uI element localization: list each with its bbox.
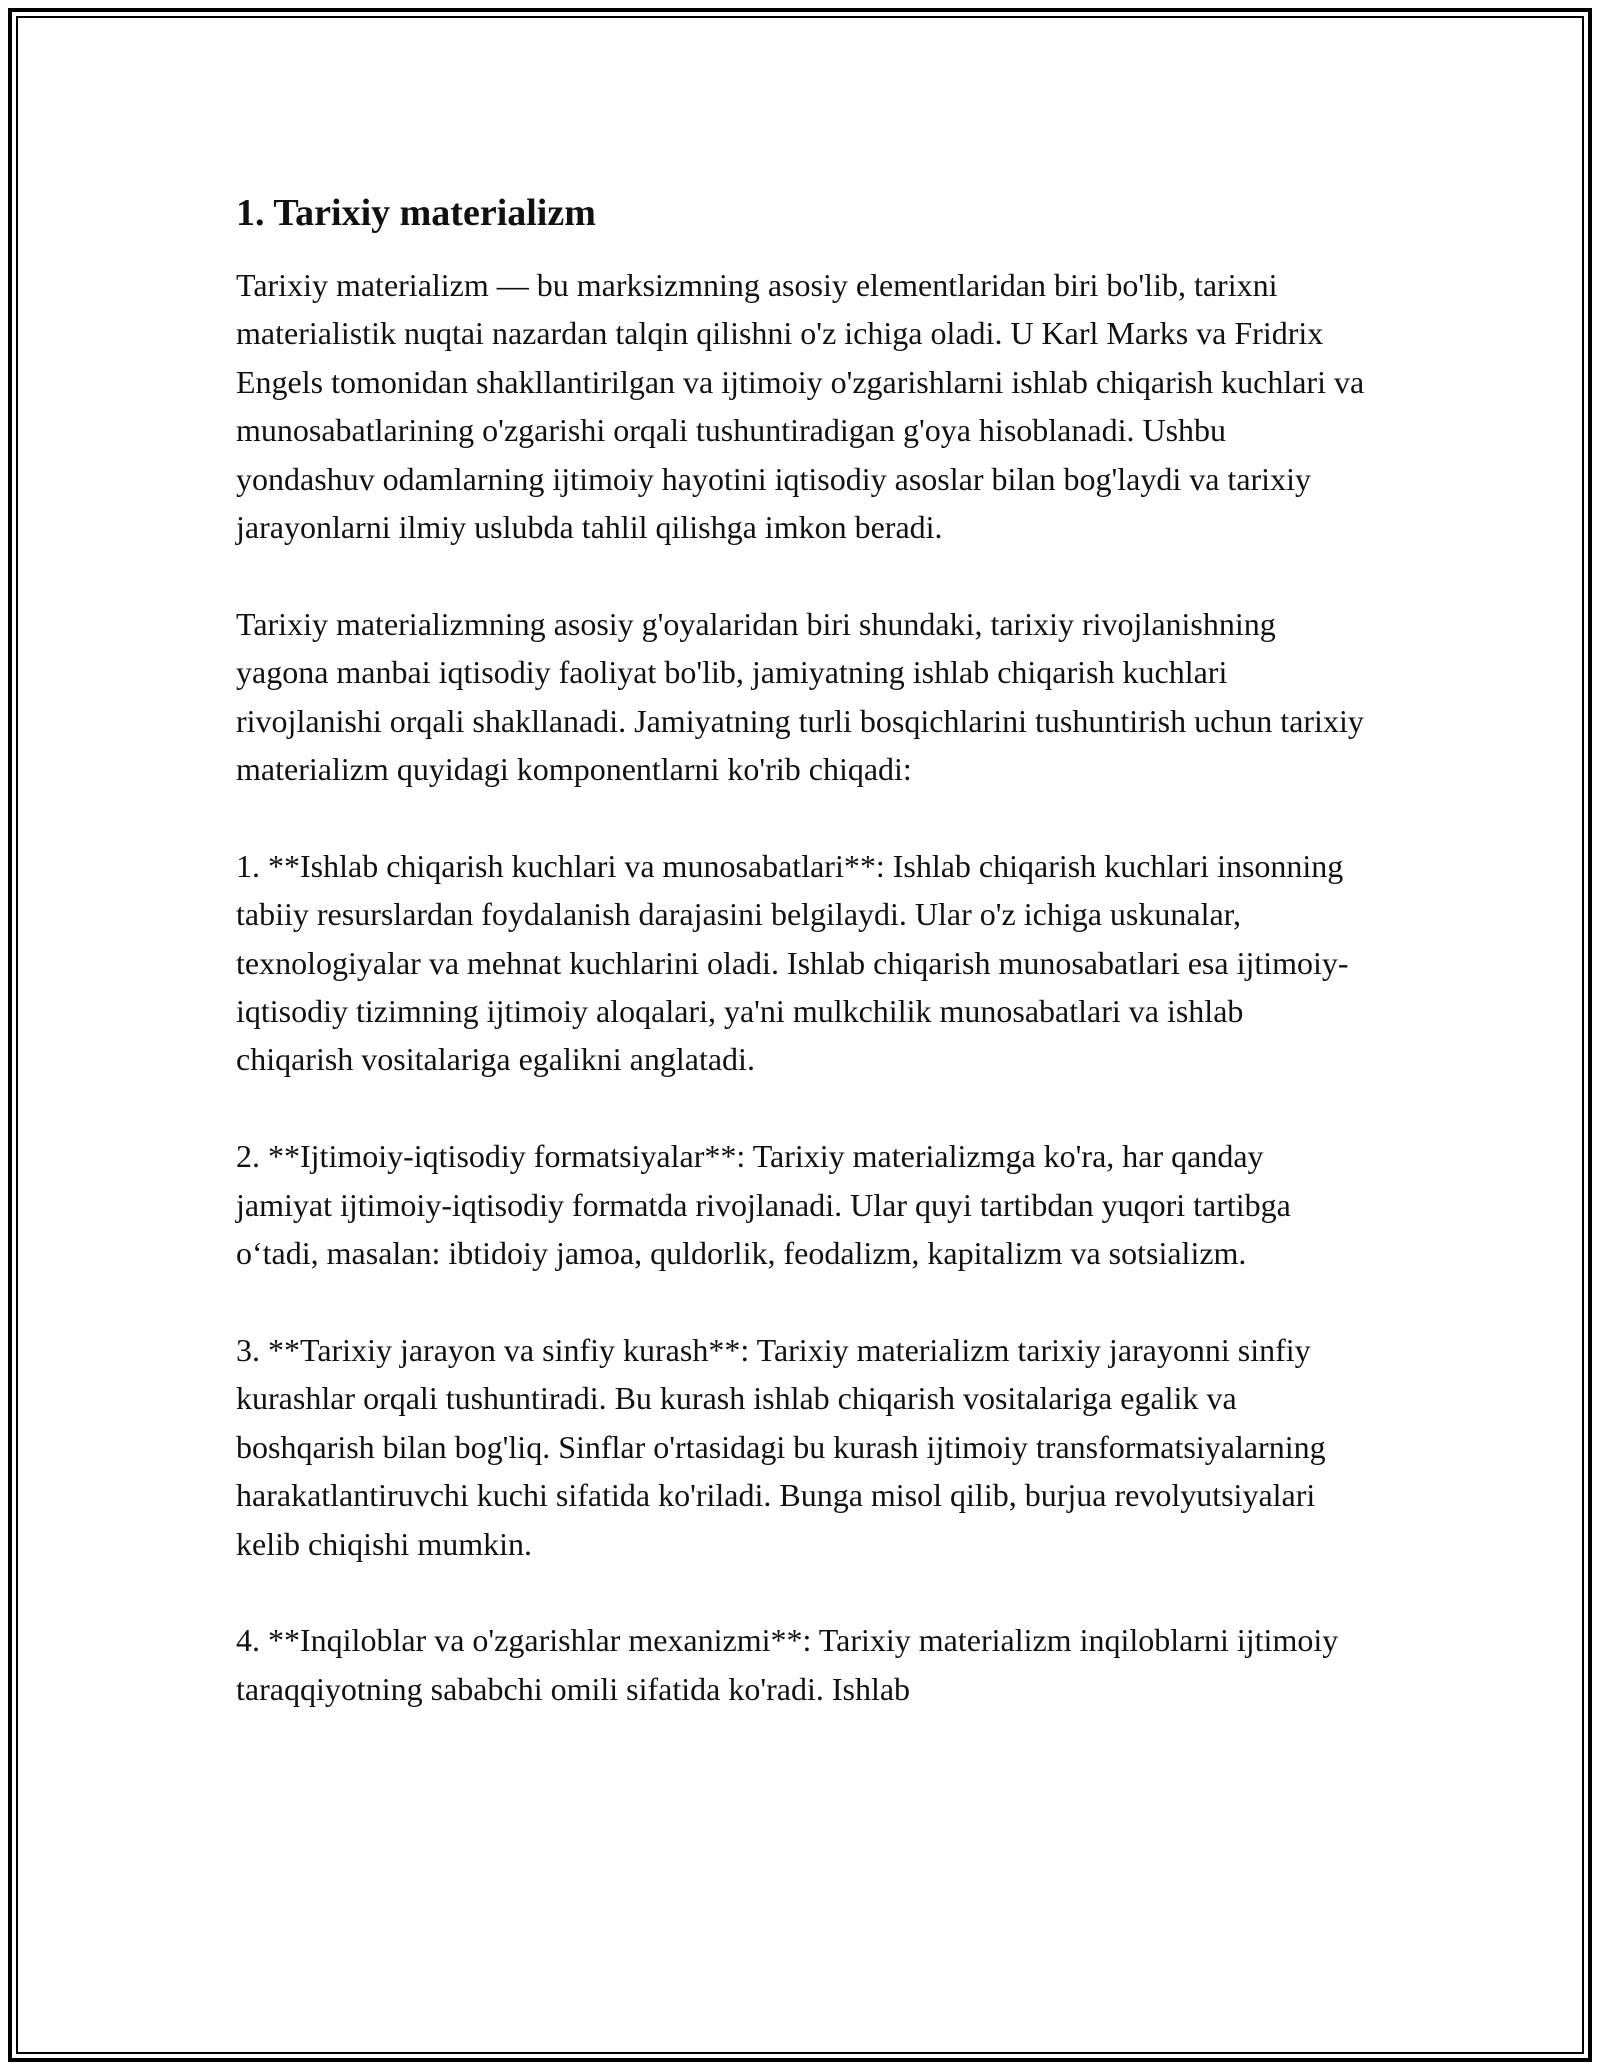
section-heading: 1. Tarixiy materializm — [236, 192, 596, 234]
list-item-productive-forces: 1. **Ishlab chiqarish kuchlari va munosabatlari**: Ishlab chiqarish kuchlari insonning tabiiy resurslardan foydalanish darajasini belgilaydi. Ular o'z ichiga uskunalar, texnologiyalar va mehnat kuchlarini oladi. Ishlab chiqarish munosabatlari esa ijtimoiy-iqtisodiy tizimning ijtimoiy aloqalari, ya'ni mulkchilik munosabatlari va ishlab chiqarish vositalariga egalikni anglatadi. — [236, 847, 1349, 1078]
list-item-class-struggle: 3. **Tarixiy jarayon va sinfiy kurash**: Tarixiy materializm tarixiy jarayonni sinfiy kurashlar orqali tushuntiradi. Bu kurash ishlab chiqarish vositalariga egalik va boshqarish bilan bog'liq. Sinflar o'rtasidagi bu kurash ijtimoiy transformatsiyalarning harakatlantiruvchi kuchi sifatida ko'riladi. Bunga misol qilib, burjua revolyutsiyalari kelib chiqishi mumkin. — [236, 1331, 1326, 1562]
intro-paragraph: Tarixiy materializm — bu marksizmning asosiy elementlaridan biri bo'lib, tarixni materialistik nuqtai nazardan talqin qilishni o'z ichiga oladi. U Karl Marks va Fridrix Engels tomonidan shakllantirilgan va ijtimoiy o'zgarishlarni ishlab chiqarish kuchlari va munosabatlarining o'zgarishi orqali tushuntiradigan g'oya hisoblanadi. Ushbu yondashuv odamlarning ijtimoiy hayotini iqtisodiy asoslar bilan bog'laydi va tarixiy jarayonlarni ilmiy uslubda tahlil qilishga imkon beradi. — [236, 267, 1365, 546]
list-item-socioeconomic-formations: 2. **Ijtimoiy-iqtisodiy formatsiyalar**: Tarixiy materializmga ko'ra, har qanday jamiyat ijtimoiy-iqtisodiy formatda rivojlanadi. Ular quyi tartibdan yuqori tartibga oʻtadi, masalan: ibtidoiy jamoa, quldorlik, feodalizm, kapitalizm va sotsializm. — [236, 1138, 1291, 1272]
core-idea-paragraph: Tarixiy materializmning asosiy g'oyalaridan biri shundaki, tarixiy rivojlanishning yagona manbai iqtisodiy faoliyat bo'lib, jamiyatning ishlab chiqarish kuchlari rivojlanishi orqali shakllanadi. Jamiyatning turli bosqichlarini tushuntirish uchun tarixiy materializm quyidagi komponentlarni ko'rib chiqadi: — [236, 605, 1364, 788]
list-item-revolutions: 4. **Inqiloblar va o'zgarishlar mexanizmi**: Tarixiy materializm inqiloblarni ijtimoiy taraqqiyotning sababchi omili sifatida ko'radi. Ishlab — [236, 1622, 1339, 1707]
document-body — [236, 188, 1366, 1762]
